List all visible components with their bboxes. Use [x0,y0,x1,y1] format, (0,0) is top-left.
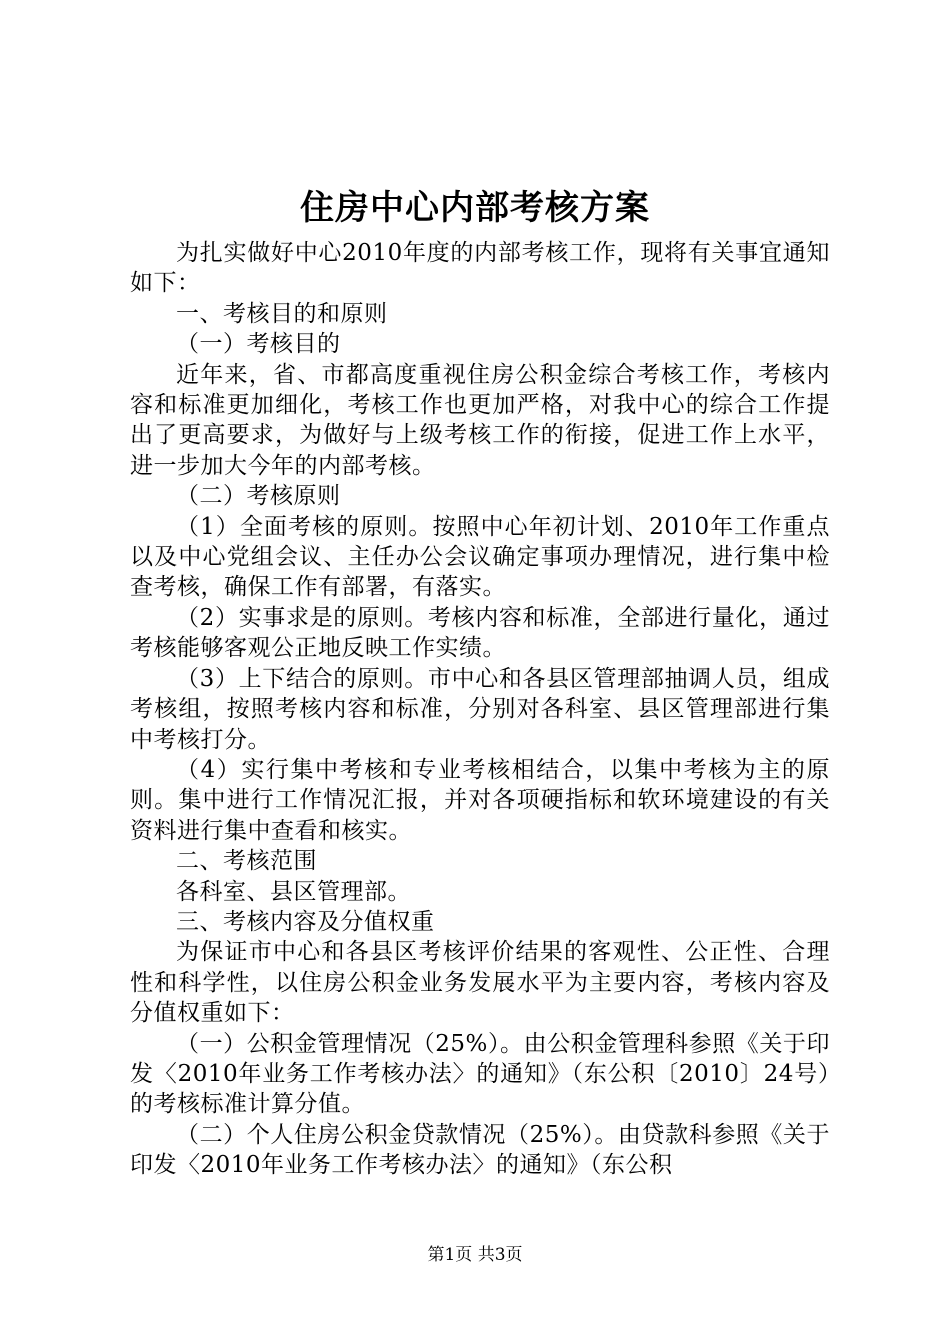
document-body [130,238,830,1181]
document-title: 住房中心内部考核方案 [300,188,650,228]
content-item-1: （一）公积金管理情况（25%）。由公积金管理科参照《关于印发〈2010年业务工作考核办法〉的通知》（东公积〔2010〕24号）的考核标准计算分值。 [130,1030,830,1118]
section-heading-3: 三、考核内容及分值权重 [176,908,435,935]
section-heading-1: 一、考核目的和原则 [176,300,388,327]
section-heading-2: 二、考核范围 [176,848,317,875]
content-item-2: （二）个人住房公积金贷款情况（25%）。由贷款科参照《关于印发〈2010年业务工作考核办法〉的通知》（东公积 [130,1121,830,1179]
page-footer: 第1页 共3页 [427,1245,523,1265]
subsection-heading-1-2: （二）考核原则 [176,483,341,510]
scope-paragraph: 各科室、县区管理部。 [176,878,411,905]
content-intro-paragraph: 为保证市中心和各县区考核评价结果的客观性、公正性、合理性和科学性，以住房公积金业务发展水平为主要内容，考核内容及分值权重如下： [130,939,830,1027]
body-paragraph: 近年来，省、市都高度重视住房公积金综合考核工作，考核内容和标准更加细化，考核工作也更加严格，对我中心的综合工作提出了更高要求，为做好与上级考核工作的衔接，促进工作上水平，进一步加大今年的内部考核。 [130,361,830,479]
intro-paragraph: 为扎实做好中心2010年度的内部考核工作，现将有关事宜通知如下： [130,240,830,297]
subsection-heading-1-1: （一）考核目的 [176,331,341,358]
principle-item-4: （4）实行集中考核和专业考核相结合，以集中考核为主的原则。集中进行工作情况汇报，并对各项硬指标和软环境建设的有关资料进行集中查看和核实。 [130,756,830,844]
principle-item-3: （3）上下结合的原则。市中心和各县区管理部抽调人员，组成考核组，按照考核内容和标准，分别对各科室、县区管理部进行集中考核打分。 [130,665,830,753]
principle-item-1: （1）全面考核的原则。按照中心年初计划、2010年工作重点以及中心党组会议、主任办公会议确定事项办理情况，进行集中检查考核，确保工作有部署，有落实。 [130,513,830,601]
principle-item-2: （2）实事求是的原则。考核内容和标准，全部进行量化，通过考核能够客观公正地反映工作实绩。 [130,604,830,662]
